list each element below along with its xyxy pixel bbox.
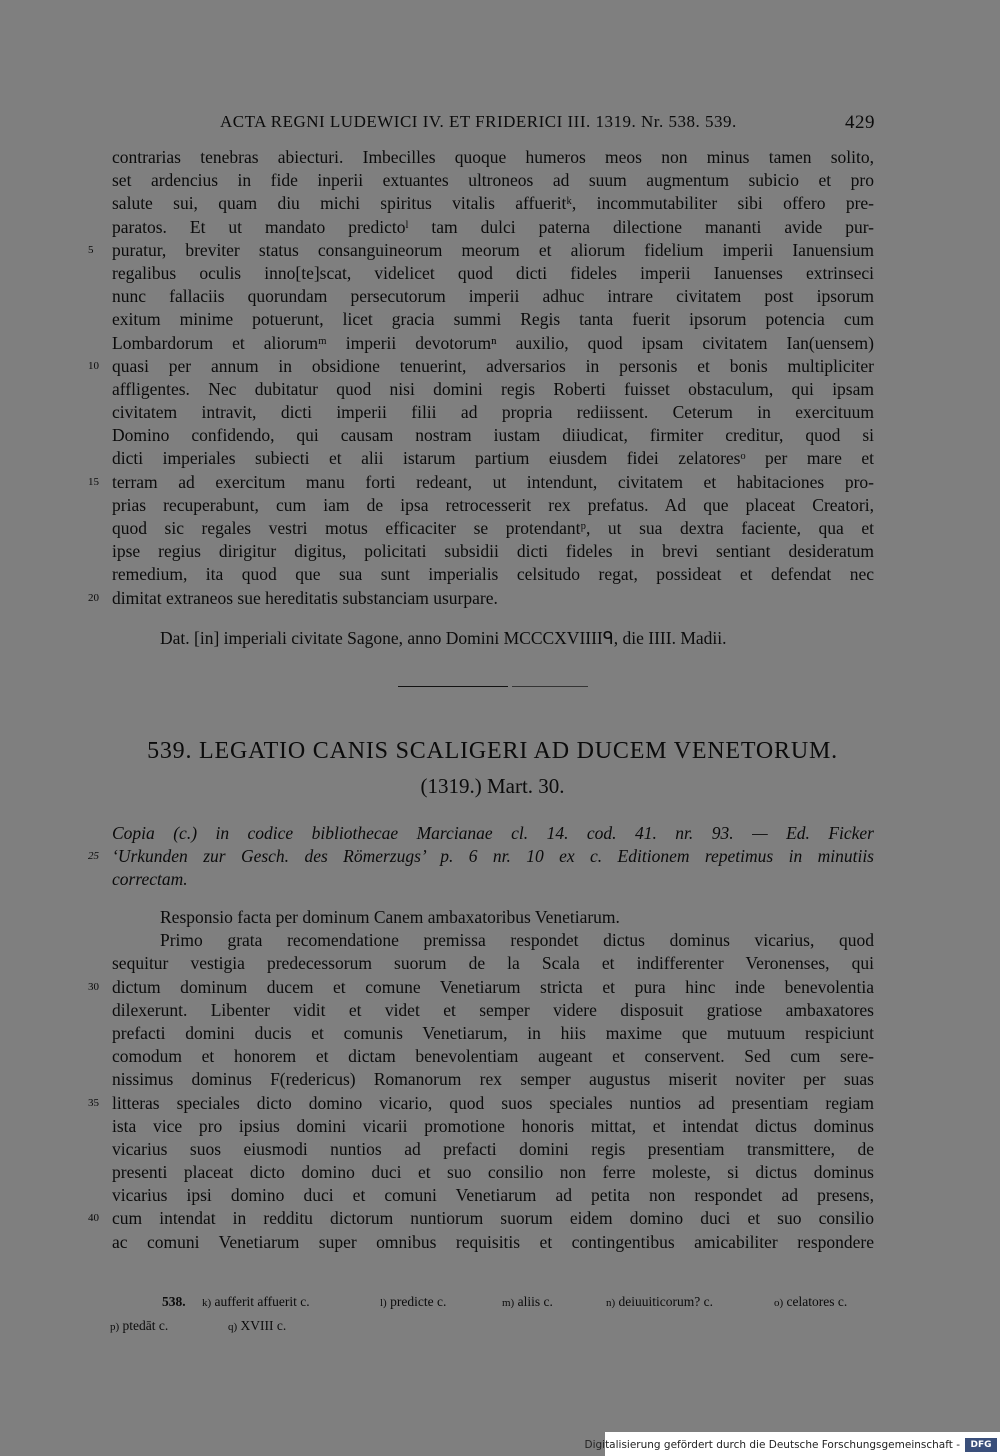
line-number: 40 xyxy=(88,1212,99,1225)
line-text: nunc fallaciis quorundam persecutorum imperii adhuc intrare civitatem post ipsorum xyxy=(112,286,874,307)
text-line xyxy=(112,1068,874,1091)
text-line xyxy=(112,906,874,929)
line-text: correctam. xyxy=(112,869,188,890)
footnote-mark: q) xyxy=(228,1321,238,1333)
line-text: quasi per annum in obsidione tenuerint, adversarios in personis et bonis multipliciter xyxy=(112,355,874,376)
text-line xyxy=(112,868,874,891)
line-text: Primo grata recomendatione premissa respondet dictus dominus vicarius, quod xyxy=(160,930,874,951)
footnote-text: ptedāt c. xyxy=(119,1318,169,1333)
line-text: puratur, breviter status consanguineorum meorum et aliorum fidelium imperii Ianuensium xyxy=(112,239,874,260)
footnote-text: predicte c. xyxy=(386,1294,447,1309)
text-line xyxy=(112,424,874,447)
footnote-text: aliis c. xyxy=(514,1294,553,1309)
footer xyxy=(0,1430,1000,1456)
text-line xyxy=(112,1231,874,1254)
footnote-item xyxy=(774,1290,847,1315)
text-line xyxy=(112,262,874,285)
line-text: Domino confidendo, qui causam nostram iustam diiudicat, firmiter creditur, quod si xyxy=(112,425,874,446)
line-text: Copia (c.) in codice bibliothecae Marcianae cl. 14. cod. 41. nr. 93. — Ed. Ficker xyxy=(112,823,874,843)
document-539-body xyxy=(88,906,874,1254)
document-539-source-note xyxy=(88,822,874,892)
footnote-mark: k) xyxy=(202,1297,212,1309)
line-number: 30 xyxy=(88,980,99,993)
text-line xyxy=(88,471,874,494)
line-text: salute sui, quam diu michi spiritus vitalis affueritᵏ, incommutabiliter sibi offero pre- xyxy=(112,193,874,214)
footnote-text: deiuuiticorum? c. xyxy=(615,1294,714,1309)
text-line xyxy=(112,929,874,952)
footnote-text: XVIII c. xyxy=(237,1318,287,1333)
text-line xyxy=(112,1161,874,1184)
line-text: vicarius ipsi domino duci et comuni Venetiarum ad petita non respondet ad presens, xyxy=(112,1185,874,1206)
section-separator xyxy=(398,686,508,687)
text-line xyxy=(88,845,874,868)
footnote-mark: l) xyxy=(380,1297,387,1309)
line-text: cum intendat in redditu dictorum nuntiorum suorum eidem domino duci et suo consilio xyxy=(112,1208,874,1229)
footnote-mark: o) xyxy=(774,1297,784,1309)
footnote-row xyxy=(110,1314,875,1338)
line-text: ista vice pro ipsius domini vicarii promotione honoris mittat, et intendat dictus dominus xyxy=(112,1115,874,1136)
text-line xyxy=(112,378,874,401)
line-text: prias recuperabunt, cum iam de ipsa retrocesserit rex prefatus. Ad que placeat Creatori, xyxy=(112,494,874,515)
dfg-logo-icon: DFG xyxy=(965,1438,997,1452)
line-text: set ardencius in fide inperii extuantes ultroneos ad suum augmentum subicio et pro xyxy=(112,170,874,191)
footnote-item xyxy=(110,1314,168,1339)
running-head xyxy=(110,112,875,138)
footnote-text: celatores c. xyxy=(783,1294,848,1309)
line-text: presenti placeat dicto domino duci et suo consilio non ferre moleste, si dictus dominus xyxy=(112,1162,874,1183)
line-text: exitum minime potuerunt, licet gracia summi Regis tanta fuerit ipsorum potencia cum xyxy=(112,309,874,330)
document-538-dateline: Dat. [in] imperiali civitate Sagone, anno Domini MCCCXVIIIIᑫ, die IIII. Madii. xyxy=(160,628,727,648)
line-number: 15 xyxy=(88,475,99,488)
text-line xyxy=(88,355,874,378)
text-line xyxy=(88,1092,874,1115)
footer-credit: Digitalisierung gefördert durch die Deutsche Forschungsgemeinschaft - xyxy=(584,1439,960,1451)
line-text: civitatem intravit, dicti imperii filii ad propria rediissent. Ceterum in exercituum xyxy=(112,402,874,423)
line-text: quod sic regales vestri motus efficaciter se protendantᵖ, ut sua dextra faciente, qua et xyxy=(112,518,874,538)
footnote-item xyxy=(502,1290,553,1315)
text-line xyxy=(112,308,874,331)
footnote-mark: n) xyxy=(606,1297,616,1309)
line-text: contrarias tenebras abiecturi. Imbecilles quoque humeros meos non minus tamen solito, xyxy=(112,147,874,167)
line-number: 25 xyxy=(88,850,99,863)
text-line xyxy=(112,332,874,355)
text-line xyxy=(112,1184,874,1207)
line-text: ac comuni Venetiarum super omnibus requisitis et contingentibus amicabiliter respondere xyxy=(112,1231,874,1252)
line-text: prefacti domini ducis et comunis Venetiarum, in hiis maxime que mutuum respiciunt xyxy=(112,1022,874,1043)
line-text: comodum et honorem et dictam benevolentiam augeant et conservent. Sed cum sere- xyxy=(112,1046,874,1067)
document-539-title: 539. LEGATIO CANIS SCALIGERI AD DUCEM VENETORUM. xyxy=(147,738,838,764)
footnote-item xyxy=(202,1290,310,1315)
page-number: 429 xyxy=(845,112,875,133)
text-line xyxy=(112,1138,874,1161)
line-text: litteras speciales dicto domino vicario, quod suos speciales nuntios ad presentiam regiam xyxy=(112,1092,874,1113)
document-539-date: (1319.) Mart. 30. xyxy=(420,774,565,798)
footnotes xyxy=(110,1290,875,1338)
text-line xyxy=(112,401,874,424)
footnote-item xyxy=(228,1314,286,1339)
line-text: terram ad exercitum manu forti redeant, ut intendunt, civitatem et habitaciones pro- xyxy=(112,471,874,492)
line-text: sequitur vestigia predecessorum suorum de la Scala et indifferenter Veronenses, qui xyxy=(112,953,874,974)
text-line xyxy=(112,285,874,308)
footnote-item xyxy=(606,1290,713,1315)
line-text: regalibus oculis inno[te]scat, videlicet quod dicti fideles imperii Ianuenses extrinseci xyxy=(112,262,874,283)
footnote-item xyxy=(380,1290,446,1315)
document-538-body xyxy=(88,146,874,610)
text-line xyxy=(112,146,874,169)
line-number: 35 xyxy=(88,1096,99,1109)
text-line xyxy=(112,952,874,975)
line-text: dictum dominum ducem et comune Venetiarum stricta et pura hinc inde benevolentia xyxy=(112,976,874,997)
text-line xyxy=(88,239,874,262)
line-text: affligentes. Nec dubitatur quod nisi domini regis Roberti fuisset obstaculum, qui ipsam xyxy=(112,378,874,399)
text-line xyxy=(112,563,874,586)
text-line xyxy=(112,1115,874,1138)
line-text: ‘Urkunden zur Gesch. des Römerzugs’ p. 6 nr. 10 ex c. Editionem repetimus in minutiis xyxy=(112,846,874,867)
line-number: 10 xyxy=(88,359,99,372)
line-text: dicti imperiales subiecti et alii istarum partium eiusdem fidei zelatoresᵒ per mare et xyxy=(112,448,874,469)
text-line xyxy=(112,494,874,517)
section-separator-dashed xyxy=(512,686,588,687)
text-line xyxy=(112,822,874,845)
line-text: nissimus dominus F(redericus) Romanorum rex semper augustus miserit noviter per suas xyxy=(112,1069,874,1090)
line-text: vicarius suos eiusmodi nuntios ad prefacti domini regis presentiam transmittere, de xyxy=(112,1138,874,1159)
text-line xyxy=(112,517,874,540)
text-line xyxy=(112,216,874,239)
running-head-title: ACTA REGNI LUDEWICI IV. ET FRIDERICI III. 1319. Nr. 538. 539. xyxy=(220,112,737,131)
line-text: remedium, ita quod que sua sunt imperialis celsitudo regat, possideat et defendat nec xyxy=(112,564,874,585)
line-text: dilexerunt. Libenter vidit et videt et semper videre disposuit gratiose ambaxatores xyxy=(112,999,874,1020)
text-line xyxy=(112,169,874,192)
footnote-mark: m) xyxy=(502,1297,515,1309)
text-line xyxy=(112,447,874,470)
footnote-ref: 538. xyxy=(162,1294,186,1309)
line-text: ipse regius dirigitur digitus, policitati subsidii dicti fideles in brevi sentiant desideratum xyxy=(112,541,874,562)
footnote-row xyxy=(110,1290,875,1314)
footnote-mark: p) xyxy=(110,1321,120,1333)
line-text: paratos. Et ut mandato predictoˡ tam dulci paterna dilectione mananti avide pur- xyxy=(112,216,874,237)
footnote-text: aufferit affuerit c. xyxy=(211,1294,310,1309)
text-line xyxy=(112,1022,874,1045)
text-line xyxy=(112,540,874,563)
line-text: Responsio facta per dominum Canem ambaxatoribus Venetiarum. xyxy=(160,907,620,927)
text-line xyxy=(112,999,874,1022)
line-text: dimitat extraneos sue hereditatis substanciam usurpare. xyxy=(112,587,498,608)
text-line xyxy=(88,587,874,610)
text-line xyxy=(112,192,874,215)
line-number: 5 xyxy=(88,243,94,256)
text-line xyxy=(112,1045,874,1068)
line-number: 20 xyxy=(88,591,99,604)
text-line xyxy=(88,976,874,999)
line-text: Lombardorum et aliorumᵐ imperii devotorumⁿ auxilio, quod ipsam civitatem Ian(uensem) xyxy=(112,332,874,353)
text-line xyxy=(88,1207,874,1230)
